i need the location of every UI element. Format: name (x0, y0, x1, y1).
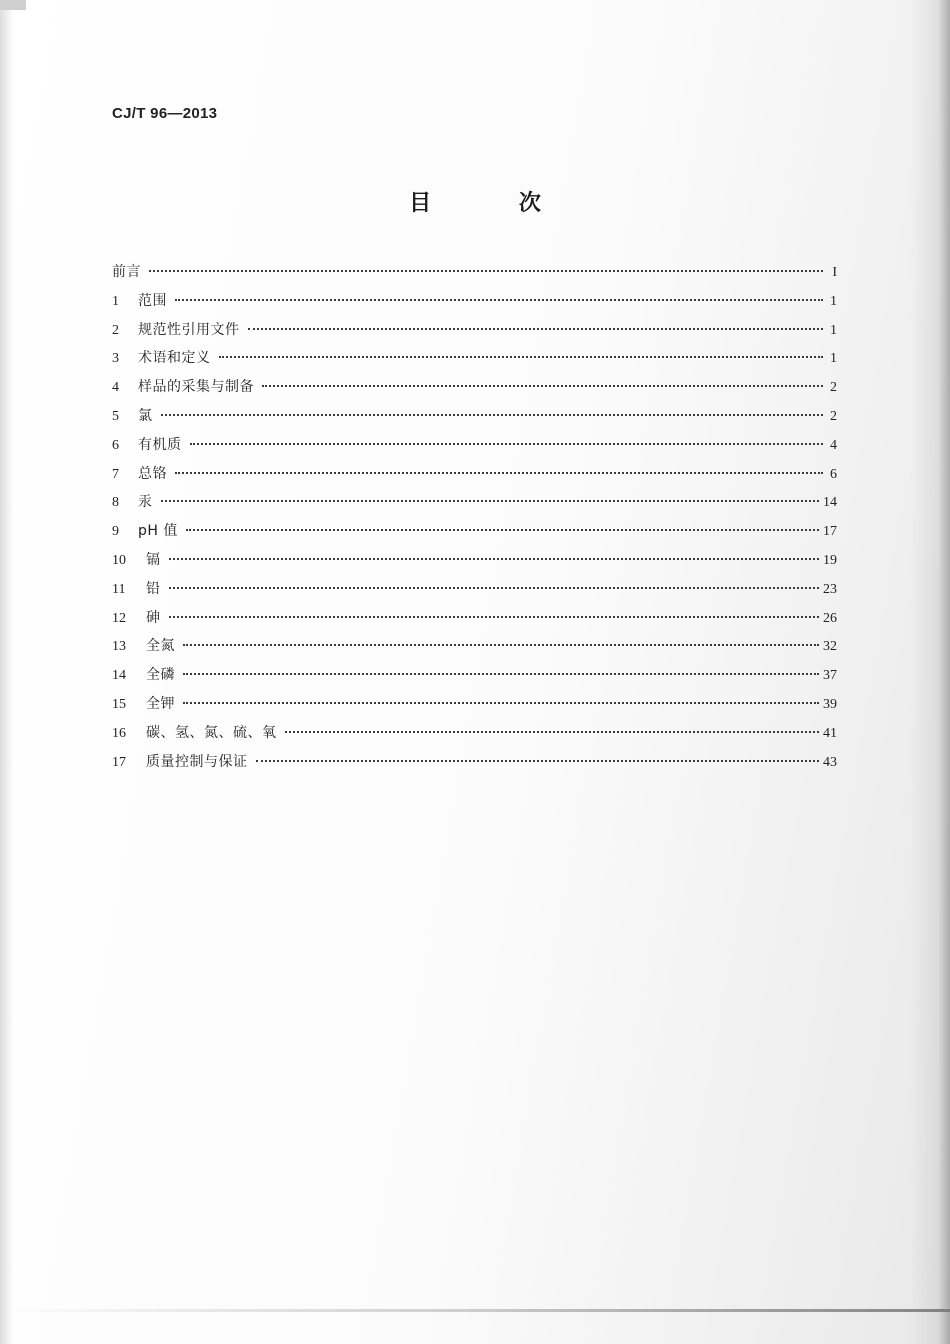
toc-row[interactable] (112, 549, 837, 578)
toc-entry-page: 1 (830, 322, 837, 338)
toc-row[interactable] (112, 722, 837, 751)
toc-entry-number: 1 (112, 293, 119, 309)
toc-entry-number: 5 (112, 408, 119, 424)
toc-entry-page: 2 (830, 408, 837, 424)
toc-entry-page: 19 (823, 552, 837, 568)
toc-title: 目 次 (409, 191, 581, 216)
toc-entry-label: 规范性引用文件 (138, 321, 240, 338)
toc-entry-number: 10 (112, 552, 126, 568)
scan-bottom-edge (0, 1309, 950, 1312)
toc-entry-number: 13 (112, 639, 126, 655)
toc-entry-page: 1 (830, 351, 837, 367)
toc-entry-number: 12 (112, 610, 126, 626)
toc-row[interactable] (112, 693, 837, 722)
toc-entry-number: 11 (112, 581, 126, 597)
toc-leader-dots (183, 702, 819, 704)
toc-entry-label: 质量控制与保证 (146, 753, 248, 770)
toc-row[interactable] (112, 405, 837, 434)
toc-entry-label: 样品的采集与制备 (138, 379, 254, 396)
toc-leader-dots (169, 558, 820, 560)
toc-leader-dots (186, 529, 819, 531)
toc-entry-label: 铅 (146, 580, 161, 597)
toc-entry-label: 范围 (138, 292, 167, 309)
toc-entry-number: 6 (112, 437, 119, 453)
toc-entry-page: 39 (823, 696, 837, 712)
toc-entry-number: 4 (112, 380, 119, 396)
toc-entry-number: 8 (112, 495, 119, 511)
toc-entry-number: 2 (112, 322, 119, 338)
toc-row[interactable] (112, 607, 837, 636)
toc-entry-page: 6 (830, 466, 837, 482)
scan-corner-mark (0, 0, 26, 10)
toc-entry-number: 7 (112, 466, 119, 482)
toc-entry-number: 3 (112, 351, 119, 367)
toc-row[interactable] (112, 578, 837, 607)
toc-entry-label: 氯 (138, 407, 153, 424)
toc-row[interactable] (112, 520, 837, 549)
toc-entry-page: 1 (830, 293, 837, 309)
toc-row[interactable] (112, 290, 837, 319)
toc-entry-page: 43 (823, 754, 837, 770)
toc-entry-number: 15 (112, 696, 126, 712)
toc-entry-label: pH 值 (138, 523, 178, 540)
toc-entry-label: 有机质 (138, 436, 182, 453)
toc-entry-page: 14 (823, 495, 837, 511)
toc-entry-number: 14 (112, 668, 126, 684)
toc-entry-page: 26 (823, 610, 837, 626)
toc-entry-label: 全氮 (146, 638, 175, 655)
toc-entry-label: 全磷 (146, 667, 175, 684)
toc-entry-label: 碳、氢、氮、硫、氧 (146, 724, 277, 741)
toc-leader-dots (175, 472, 823, 474)
toc-row-preface[interactable] (112, 261, 837, 290)
toc-row[interactable] (112, 434, 837, 463)
table-of-contents (112, 261, 837, 779)
toc-leader-dots (256, 760, 820, 762)
toc-leader-dots (149, 270, 823, 272)
toc-entry-page: 23 (823, 581, 837, 597)
toc-leader-dots (248, 328, 824, 330)
toc-row[interactable] (112, 491, 837, 520)
toc-row[interactable] (112, 463, 837, 492)
toc-leader-dots (183, 644, 819, 646)
toc-entry-label: 全钾 (146, 695, 175, 712)
toc-row[interactable] (112, 376, 837, 405)
toc-entry-label: 术语和定义 (138, 350, 211, 367)
toc-row[interactable] (112, 635, 837, 664)
toc-entry-page: 17 (823, 524, 837, 540)
toc-row[interactable] (112, 319, 837, 348)
standard-code: CJ/T 96—2013 (112, 105, 218, 122)
toc-leader-dots (169, 616, 820, 618)
toc-entry-number: 9 (112, 524, 119, 540)
toc-leader-dots (161, 500, 820, 502)
toc-leader-dots (190, 443, 824, 445)
toc-entry-page: 4 (830, 437, 837, 453)
toc-row[interactable] (112, 347, 837, 376)
toc-entry-page: 32 (823, 639, 837, 655)
toc-entry-page: 41 (823, 725, 837, 741)
toc-leader-dots (262, 385, 823, 387)
toc-entry-page: 2 (830, 380, 837, 396)
toc-entry-label: 汞 (138, 494, 153, 511)
toc-leader-dots (285, 731, 820, 733)
toc-entry-label: 前言 (112, 264, 141, 280)
toc-entry-page: 37 (823, 668, 837, 684)
toc-leader-dots (169, 587, 820, 589)
toc-leader-dots (219, 356, 824, 358)
toc-leader-dots (183, 673, 819, 675)
toc-entry-label: 总铬 (138, 465, 167, 482)
toc-row[interactable] (112, 751, 837, 780)
toc-entry-number: 17 (112, 754, 126, 770)
toc-leader-dots (175, 299, 823, 301)
toc-entry-number: 16 (112, 725, 126, 741)
toc-entry-page: I (832, 265, 837, 280)
toc-entry-label: 镉 (146, 551, 161, 568)
toc-row[interactable] (112, 664, 837, 693)
toc-entry-label: 砷 (146, 609, 161, 626)
toc-leader-dots (161, 414, 824, 416)
